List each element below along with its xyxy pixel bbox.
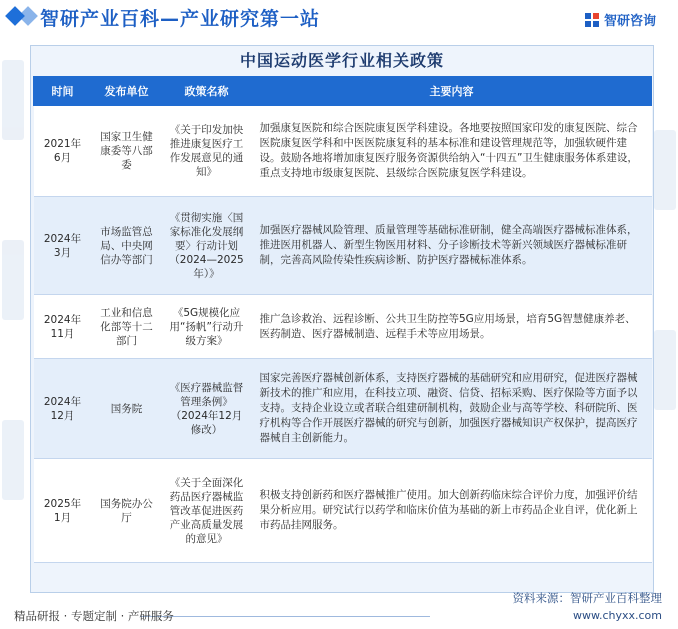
row-content: 国家完善医疗器械创新体系，支持医疗器械的基础研究和应用研究，促进医疗器械新技术的推广和应用，在科技立项、融资、信贷、招标采购、医疗保险等方面予以支持。支持企业设立或者联合组建研制机构，鼓励企业与高等学校、科研院所、医疗机构等合作开展医疗器械的研究与创新，加强医疗器械知识产权保护，提高医疗器械自主创新能力。 — [252, 359, 652, 459]
row-time: 2024年 3月 — [34, 197, 92, 295]
row-time: 2021年 6月 — [34, 106, 92, 197]
row-time: 2024年 12月 — [34, 359, 92, 459]
row-issuer: 工业和信息化部等十二部门 — [92, 295, 162, 359]
footer-url-link[interactable]: www.chyxx.com — [572, 609, 662, 622]
data-source: 资料来源：智研产业百科整理 — [512, 591, 662, 605]
brand-logo-icon — [584, 12, 600, 28]
row-policy: 《贯彻实施〈国家标准化发展纲要〉行动计划（2024—2025年）》 — [162, 197, 252, 295]
table-row — [34, 459, 652, 563]
brand-logo-text: 智研咨询 — [603, 14, 656, 29]
column-header-content: 主要内容 — [252, 77, 652, 106]
table-row — [34, 106, 652, 197]
row-policy: 《医疗器械监督管理条例》（2024年12月修改） — [162, 359, 252, 459]
card-title: 中国运动医学行业相关政策 — [239, 51, 444, 70]
column-header-issuer: 发布单位 — [92, 77, 162, 106]
header-diamond-icon — [5, 6, 25, 26]
table-row — [34, 359, 652, 459]
table-header-row — [34, 77, 652, 106]
row-content: 推广急诊救治、远程诊断、公共卫生防控等5G应用场景，培育5G智慧健康养老、医药制造、医疗器械制造、远程手术等应用场景。 — [252, 295, 652, 359]
row-policy: 《关于印发加快推进康复医疗工作发展意见的通知》 — [162, 106, 252, 197]
row-time: 2025年 1月 — [34, 459, 92, 563]
table-row — [34, 197, 652, 295]
footer-services: 精品研报 · 专题定制 · 产研服务 — [14, 609, 174, 623]
policy-table — [33, 76, 652, 563]
table-row — [34, 295, 652, 359]
row-content: 积极支持创新药和医疗器械推广使用。加大创新药临床综合评价力度，加强评价结果分析应用。研究试行以药学和临床价值为基础的新上市药品企业自评，优化新上市药品挂网服务。 — [252, 459, 652, 563]
row-content: 加强康复医院和综合医院康复医学科建设。各地要按照国家印发的康复医院、综合医院康复医学科和中医医院康复科的基本标准和建设管理规范等，加强软硬件建设。鼓励各地将增加康复医疗服务资源供给纳入“十四五”卫生健康服务体系建设，重点支持地市级康复医院、县级综合医院康复医学科建设。 — [252, 106, 652, 197]
site-title: 智研产业百科—产业研究第一站 — [40, 8, 321, 30]
row-issuer: 市场监管总局、中央网信办等部门 — [92, 197, 162, 295]
brand-logo[interactable] — [584, 10, 656, 29]
row-issuer: 国务院办公厅 — [92, 459, 162, 563]
page-header — [0, 0, 678, 38]
policy-card — [30, 45, 654, 593]
column-header-time: 时间 — [34, 77, 92, 106]
row-issuer: 国务院 — [92, 359, 162, 459]
row-policy: 《关于全面深化药品医疗器械监管改革促进医药产业高质量发展的意见》 — [162, 459, 252, 563]
row-time: 2024年 11月 — [34, 295, 92, 359]
column-header-policy: 政策名称 — [162, 77, 252, 106]
footer-divider — [140, 616, 430, 617]
row-content: 加强医疗器械风险管理、质量管理等基础标准研制，健全高端医疗器械标准体系，推进医用机器人、新型生物医用材料、分子诊断技术等新兴领域医疗器械标准研制，完善高风险传染性疾病诊断、防护医疗器械标准体系。 — [252, 197, 652, 295]
row-policy: 《5G规模化应用“扬帆”行动升级方案》 — [162, 295, 252, 359]
row-issuer: 国家卫生健康委等八部委 — [92, 106, 162, 197]
